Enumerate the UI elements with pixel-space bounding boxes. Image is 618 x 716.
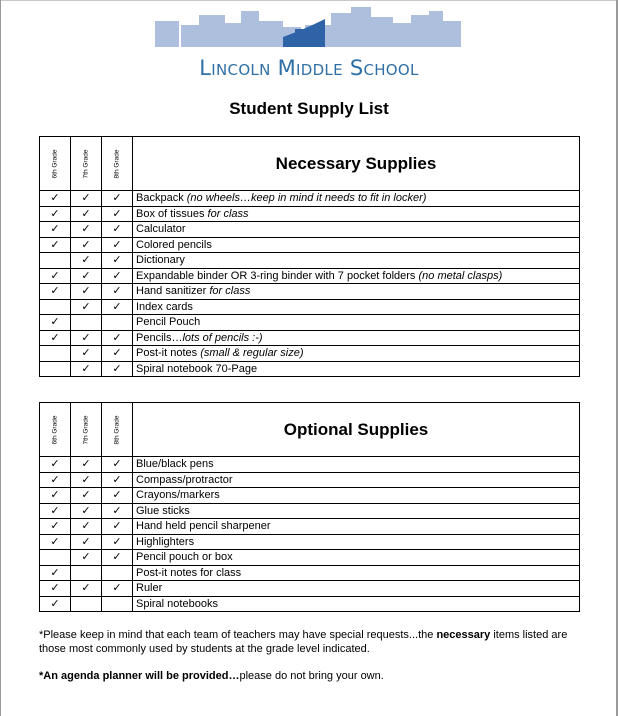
note-emphasis: necessary [436,629,491,641]
checkmark-icon: ✓ [71,253,102,269]
empty-cell [71,565,102,581]
checkmark-icon: ✓ [71,191,102,207]
checkmark-icon: ✓ [102,550,133,566]
table-row [40,472,580,488]
supply-item-name: Glue sticks [136,504,190,517]
checkmark-icon: ✓ [102,488,133,504]
checkmark-icon: ✓ [102,361,133,377]
checkmark-icon: ✓ [102,581,133,597]
supply-item-note: for class [209,285,251,298]
grade-label: 8th Grade [113,149,121,178]
table-row [40,346,580,362]
table-row [40,565,580,581]
checkmark-icon: ✓ [102,222,133,238]
table-row [40,330,580,346]
grade-column-header [102,137,133,191]
optional-heading: Optional Supplies [133,403,580,457]
supply-item-name: Pencil pouch or box [136,551,233,564]
empty-cell [40,550,71,566]
table-row [40,299,580,315]
checkmark-icon: ✓ [40,457,71,473]
agenda-note [39,669,584,683]
supply-item [133,237,580,253]
skyline-logo-icon [155,3,461,47]
empty-cell [102,596,133,612]
checkmark-icon: ✓ [102,503,133,519]
grade-label: 7th Grade [82,415,90,444]
supply-item [133,534,580,550]
supply-item-name: Backpack [136,192,187,205]
checkmark-icon: ✓ [71,268,102,284]
checkmark-icon: ✓ [40,315,71,331]
note-text-2: items listed are those most commonly used by students at the grade level indicated. [39,629,568,655]
checkmark-icon: ✓ [102,191,133,207]
supply-item [133,565,580,581]
checkmark-icon: ✓ [71,330,102,346]
supply-item [133,284,580,300]
table-row [40,596,580,612]
empty-cell [71,596,102,612]
checkmark-icon: ✓ [40,581,71,597]
grade-label: 6th Grade [51,415,59,444]
supply-item-name: Crayons/markers [136,489,220,502]
supply-item [133,268,580,284]
empty-cell [40,361,71,377]
checkmark-icon: ✓ [71,222,102,238]
supply-item [133,550,580,566]
note-text-1: *Please keep in mind that each team of teachers may have special requests...the [39,629,437,641]
checkmark-icon: ✓ [40,596,71,612]
table-row [40,268,580,284]
necessary-header-row [40,137,580,191]
table-row [40,284,580,300]
checkmark-icon: ✓ [71,581,102,597]
grade-column-header [40,137,71,191]
table-row [40,519,580,535]
empty-cell [102,315,133,331]
table-row [40,361,580,377]
supply-item [133,488,580,504]
supply-item [133,361,580,377]
checkmark-icon: ✓ [102,253,133,269]
supply-item-name: Pencils… [136,331,183,344]
table-row [40,191,580,207]
supply-item-name: Pencil Pouch [136,316,201,329]
checkmark-icon: ✓ [40,519,71,535]
checkmark-icon: ✓ [40,472,71,488]
supply-item-name: Spiral notebooks [136,597,218,610]
optional-header-row [40,403,580,457]
supply-item-name: Post-it notes for class [136,566,242,579]
supply-item-name: Highlighters [136,535,195,548]
supply-item [133,596,580,612]
supply-item-name: Box of tissues [136,207,208,220]
checkmark-icon: ✓ [102,346,133,362]
empty-cell [40,253,71,269]
checkmark-icon: ✓ [40,503,71,519]
checkmark-icon: ✓ [40,330,71,346]
supply-item-name: Hand sanitizer [136,285,210,298]
checkmark-icon: ✓ [40,488,71,504]
supply-item-note: (no metal clasps) [418,269,503,282]
checkmark-icon: ✓ [71,550,102,566]
grade-label: 7th Grade [82,149,90,178]
checkmark-icon: ✓ [40,237,71,253]
table-row [40,534,580,550]
empty-cell [40,346,71,362]
supply-item [133,472,580,488]
table-row [40,253,580,269]
checkmark-icon: ✓ [102,299,133,315]
checkmark-icon: ✓ [71,519,102,535]
grade-column-header [71,403,102,457]
page-title: Student Supply List [229,99,389,118]
supply-item-name: Compass/protractor [136,473,233,486]
table-row [40,488,580,504]
checkmark-icon: ✓ [71,488,102,504]
table-row [40,581,580,597]
checkmark-icon: ✓ [40,222,71,238]
checkmark-icon: ✓ [71,206,102,222]
teacher-requests-note [39,628,584,656]
grade-column-header [102,403,133,457]
checkmark-icon: ✓ [102,284,133,300]
checkmark-icon: ✓ [40,284,71,300]
supply-item-note: (no wheels…keep in mind it needs to fit in locker) [186,192,427,205]
agenda-note-text: please do not bring your own. [239,670,384,682]
table-row [40,237,580,253]
necessary-heading: Necessary Supplies [133,137,580,191]
supply-item [133,299,580,315]
supply-item [133,206,580,222]
checkmark-icon: ✓ [102,237,133,253]
grade-column-header [40,403,71,457]
agenda-note-bold: *An agenda planner will be provided… [39,670,240,682]
supply-item-name: Spiral notebook 70-Page [136,362,258,375]
supply-item [133,253,580,269]
supply-item [133,503,580,519]
table-row [40,550,580,566]
necessary-supplies-table [39,136,580,377]
supply-item [133,457,580,473]
supply-item [133,222,580,238]
checkmark-icon: ✓ [40,191,71,207]
checkmark-icon: ✓ [102,330,133,346]
supply-item-name: Post-it notes [136,347,201,360]
supply-item-note: (small & regular size) [200,347,304,360]
empty-cell [71,315,102,331]
checkmark-icon: ✓ [71,284,102,300]
grade-label: 8th Grade [113,415,121,444]
table-row [40,222,580,238]
supply-item [133,346,580,362]
supply-item [133,581,580,597]
checkmark-icon: ✓ [102,472,133,488]
empty-cell [102,565,133,581]
optional-supplies-table [39,402,580,612]
page-border-top [0,0,618,1]
checkmark-icon: ✓ [71,361,102,377]
checkmark-icon: ✓ [71,346,102,362]
grade-label: 6th Grade [51,149,59,178]
table-row [40,315,580,331]
supply-item-name: Blue/black pens [136,458,214,471]
table-row [40,503,580,519]
table-row [40,206,580,222]
checkmark-icon: ✓ [102,534,133,550]
checkmark-icon: ✓ [71,237,102,253]
empty-cell [40,299,71,315]
checkmark-icon: ✓ [71,299,102,315]
supply-item-name: Dictionary [136,254,185,267]
checkmark-icon: ✓ [102,457,133,473]
supply-item-note: lots of pencils :-) [182,331,263,344]
checkmark-icon: ✓ [102,206,133,222]
checkmark-icon: ✓ [40,565,71,581]
supply-item-note: for class [207,207,249,220]
supply-item-name: Calculator [136,223,186,236]
grade-column-header [71,137,102,191]
supply-item [133,191,580,207]
supply-item-name: Index cards [136,300,193,313]
checkmark-icon: ✓ [102,519,133,535]
supply-item [133,519,580,535]
checkmark-icon: ✓ [71,472,102,488]
supply-item [133,330,580,346]
checkmark-icon: ✓ [71,503,102,519]
supply-item-name: Expandable binder OR 3-ring binder with 7 pocket folders [136,269,419,282]
checkmark-icon: ✓ [40,268,71,284]
checkmark-icon: ✓ [71,457,102,473]
school-name: Lincoln Middle School [199,56,419,80]
checkmark-icon: ✓ [102,268,133,284]
supply-item [133,315,580,331]
supply-item-name: Ruler [136,582,163,595]
table-row [40,457,580,473]
supply-item-name: Colored pencils [136,238,212,251]
supply-item-name: Hand held pencil sharpener [136,520,271,533]
checkmark-icon: ✓ [40,206,71,222]
checkmark-icon: ✓ [71,534,102,550]
checkmark-icon: ✓ [40,534,71,550]
